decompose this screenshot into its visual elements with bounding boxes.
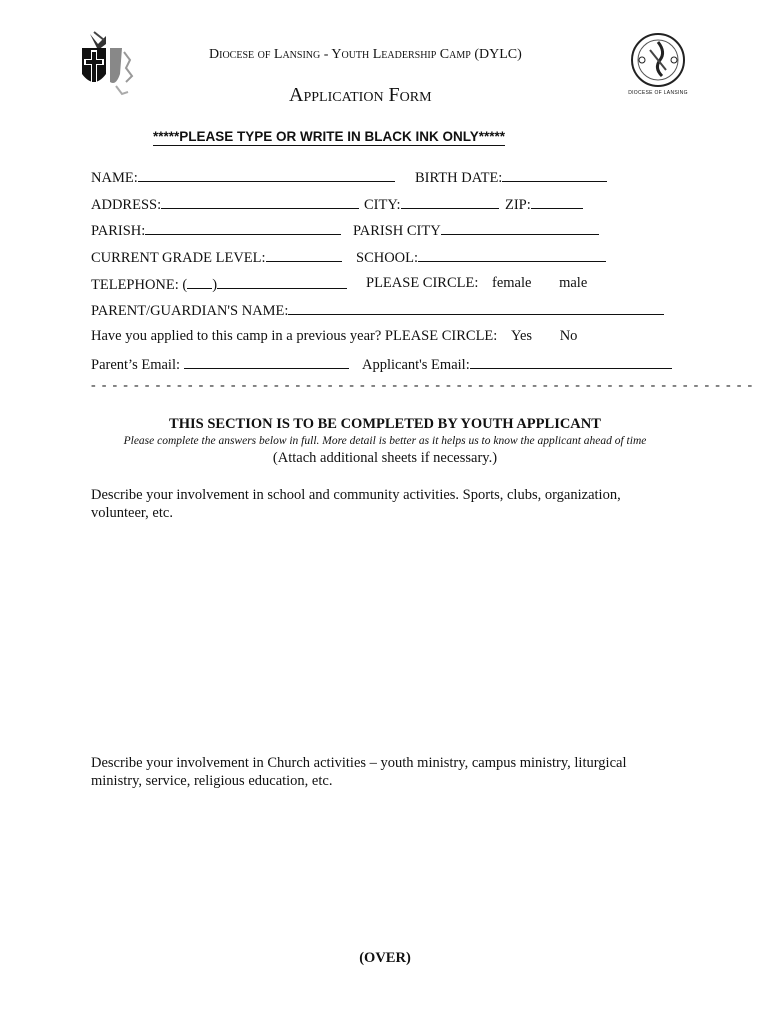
grade-field[interactable] xyxy=(266,248,342,262)
zip-label: ZIP: xyxy=(505,197,531,213)
previous-year-row xyxy=(91,328,577,345)
school-field[interactable] xyxy=(418,248,606,262)
attach-note: (Attach additional sheets if necessary.) xyxy=(272,450,498,466)
diocese-crest-logo xyxy=(76,30,140,98)
guardian-field[interactable] xyxy=(288,301,664,315)
gender-circle-label: PLEASE CIRCLE: xyxy=(366,275,479,291)
grade-row xyxy=(91,248,342,267)
parish-city-label: PARISH CITY xyxy=(353,223,441,239)
seal-caption: DIOCESE OF LANSING xyxy=(628,90,688,96)
address-label: ADDRESS: xyxy=(91,197,162,213)
over-footer: (OVER) xyxy=(359,950,411,966)
yes-option[interactable]: Yes xyxy=(510,328,533,344)
form-subtitle: Application Form xyxy=(289,84,432,106)
parent-email-row xyxy=(91,355,349,374)
parent-email-label: Parent’s Email: xyxy=(91,357,180,373)
birth-date-row xyxy=(415,168,607,187)
parish-city-row xyxy=(353,221,599,240)
zip-field[interactable] xyxy=(531,195,583,209)
applicant-email-label: Applicant's Email: xyxy=(362,357,470,373)
guardian-row xyxy=(91,301,664,320)
telephone-label: TELEPHONE: ( xyxy=(91,277,188,293)
form-header-title: Diocese of Lansing - Youth Leadership Camp (DYLC) xyxy=(209,47,522,62)
city-field[interactable] xyxy=(401,195,499,209)
section-title: THIS SECTION IS TO BE COMPLETED BY YOUTH APPLICANT xyxy=(169,416,601,432)
zip-row xyxy=(505,195,583,214)
no-option[interactable]: No xyxy=(559,328,578,344)
telephone-paren: ) xyxy=(212,277,218,293)
gender-row xyxy=(366,275,587,292)
parish-label: PARISH: xyxy=(91,223,146,239)
applicant-email-row xyxy=(362,355,672,374)
birth-date-field[interactable] xyxy=(502,168,607,182)
answer-area-school-activities[interactable] xyxy=(91,526,671,746)
parish-field[interactable] xyxy=(145,221,341,235)
parish-city-field[interactable] xyxy=(441,221,599,235)
school-label: SCHOOL: xyxy=(356,250,419,266)
name-field[interactable] xyxy=(138,168,395,182)
female-option[interactable]: female xyxy=(492,275,532,291)
city-label: CITY: xyxy=(364,197,401,213)
address-row xyxy=(91,195,359,214)
question-church-activities: Describe your involvement in Church activities – youth ministry, campus ministry, liturgical ministry, service, religious education, etc. xyxy=(91,755,627,789)
area-code-field[interactable] xyxy=(187,275,212,289)
city-row xyxy=(364,195,499,214)
dashed-separator: - - - - - - - - - - - - - - - - - - - - - - - - - - - - - - - - - - - - - - - - - - - - - - - - - - - - - - - - - - - - - - xyxy=(91,378,754,393)
ink-instruction: *****PLEASE TYPE OR WRITE IN BLACK INK ONLY***** xyxy=(153,129,506,144)
address-field[interactable] xyxy=(161,195,359,209)
telephone-row xyxy=(91,275,347,294)
section-note: Please complete the answers below in full. More detail is better as it helps us to know the applicant ahead of time xyxy=(123,435,647,447)
male-option[interactable]: male xyxy=(559,275,588,291)
guardian-label: PARENT/GUARDIAN'S NAME: xyxy=(91,303,289,319)
question-school-activities: Describe your involvement in school and community activities. Sports, clubs, organization, volunteer, etc. xyxy=(91,487,621,521)
answer-area-church-activities[interactable] xyxy=(91,794,671,934)
previous-year-question: Have you applied to this camp in a previous year? PLEASE CIRCLE: xyxy=(91,328,498,344)
name-row xyxy=(91,168,395,187)
school-row xyxy=(356,248,606,267)
birth-date-label: BIRTH DATE: xyxy=(415,170,503,186)
applicant-email-field[interactable] xyxy=(470,355,672,369)
telephone-field[interactable] xyxy=(217,275,347,289)
parish-row xyxy=(91,221,341,240)
parent-email-field[interactable] xyxy=(184,355,349,369)
grade-label: CURRENT GRADE LEVEL: xyxy=(91,250,266,266)
name-label: NAME: xyxy=(91,170,138,186)
